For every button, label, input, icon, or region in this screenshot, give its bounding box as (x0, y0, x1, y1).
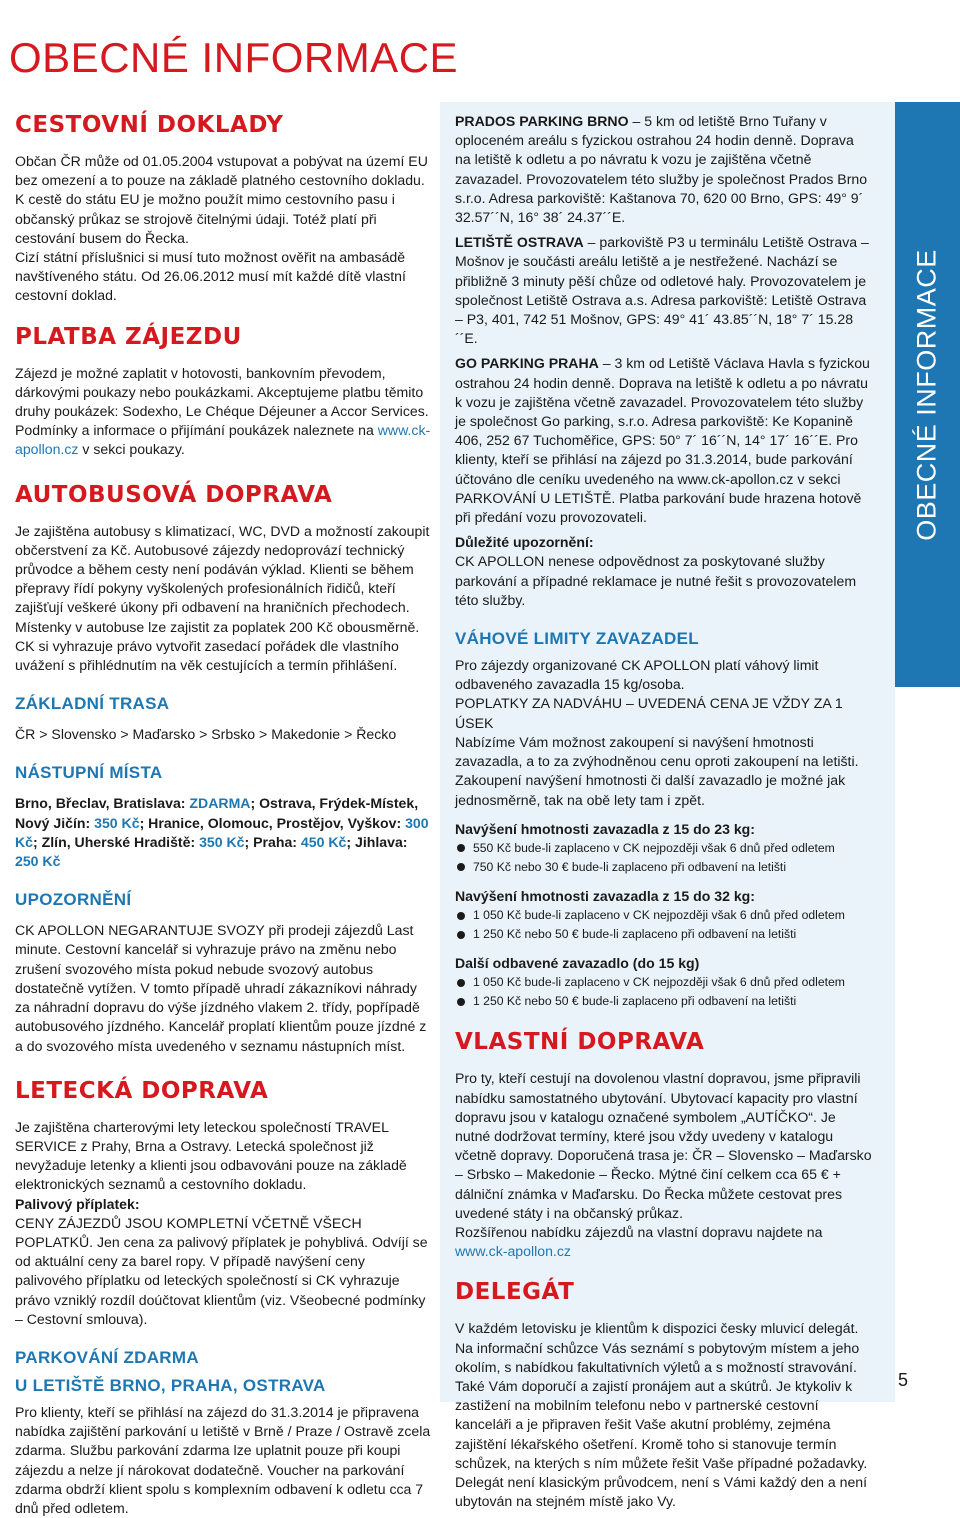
bullet-icon (457, 979, 465, 987)
heading-cestovni-doklady: CESTOVNÍ DOKLADY (15, 112, 284, 138)
bullet-icon (457, 912, 465, 920)
ostrava-text: – parkoviště P3 u terminálu Letiště Ostrava – Mošnov je součásti areálu letiště a je nestřežené. Nachází se přibližně 3 minuty pěší chůze od odletové haly. Provozovatelem je společnost Letiště Ostrava a.s. Adresa parkoviště: Letiště Ostrava – P3, 401, 742 51 Mošnov, GPS: 49° 41´ 43.85´´N, 18° 7´ 15.28´´E. (455, 234, 869, 347)
bullet-icon (457, 844, 465, 852)
navyseni-32-heading: Navýšení hmotnosti zavazadla z 15 do 32 kg: (455, 887, 755, 904)
prados-paragraph (455, 112, 873, 227)
navyseni-23-heading: Navýšení hmotnosti zavazadla z 15 do 23 kg: (455, 820, 755, 837)
heading-delegat: DELEGÁT (455, 1279, 575, 1306)
delegat-paragraph: V každém letovisku je klientům k dispozici česky mluvicí delegát. Na informační schůzce Vás seznámí s pobytovým místem a jeho okolím, s nabídkou fakultativních výletů a s možností stravování. Také Vám doporučí a zajistí pronájem aut a skútrů. Je ktykoliv k zastižení na mobilním telefonu nebo v partnerské cestovní kanceláři a je připraven řešit Vaše akutní problémy, zejména zajištění lékařského ošetření. Kromě toho si stanovuje termín schůzek, na kterých s ním můžete řešit Vaše případné požadavky. Delegát není klasickým průvodcem, není s Vámi každý den a není ubytován na stejném místě jako Vy. (455, 1320, 868, 1510)
go-parking-label: GO PARKING PRAHA (455, 355, 599, 372)
list-item (455, 839, 873, 858)
heading-autobusova-doprava: AUTOBUSOVÁ DOPRAVA (15, 481, 333, 508)
letecka-paragraph-2: CENY ZÁJEZDŮ JSOU KOMPLETNÍ VČETNĚ VŠECH POPLATKŮ. Jen cena za palivový příplatek je pohyblivá. Odvíjí se od aktuální ceny za barel ropy. V případě navýšení ceny palivového příplatku od leteckých společností si CK vyhrazuje právo vzniklý rozdíl doúčtovat klientům (viz. Všeobecné podmínky – Cestovní smlouva). (15, 1214, 428, 1327)
list-item-text: 1 050 Kč bude-li zaplaceno v CK nejpozději však 6 dnů před odletem (473, 908, 845, 923)
list-item-text: 750 Kč nebo 30 € bude-li zaplaceno při odbavení na letišti (473, 859, 787, 874)
platba-text: Zájezd je možné zaplatit v hotovosti, bankovním převodem, dárkovými poukazy nebo poukázkami. Akceptujeme platbu těmito druhy poukázek: Sodexho, Le Chéque Déjeuner a Accor Services. Podmínky a informace o přijímání poukázek naleznete na (15, 364, 429, 439)
parkovani-paragraph: Pro klienty, kteří se přihlásí na zájezd do 31.3.2014 je připravena nabídka zajištění parkování u letiště v Brně / Praze / Ostravě zcela zdarma. Službu parkování zdarma lze uplatnit pouze při koupi zájezdu a nelze jí nárokovat dodatečně. Voucher na parkování zdarma obdrží klient spolu s komplexním odbavení k odletu cca 7 dnů před odletem. (15, 1403, 431, 1516)
side-tab-label: OBECNÉ INFORMACE (911, 249, 942, 541)
nastupni-price-450: 450 Kč (300, 833, 347, 850)
prados-label: PRADOS PARKING BRNO (455, 113, 629, 129)
nastupni-price-350b: 350 Kč (199, 833, 245, 850)
nastupni-part-1: Brno, Břeclav, Bratislava: (15, 795, 190, 812)
bullet-icon (457, 863, 465, 871)
list-item-text: 1 250 Kč nebo 50 € bude-li zaplaceno při odbavení na letišti (473, 994, 797, 1009)
list-item (455, 925, 873, 944)
heading-zakladni-trasa: ZÁKLADNÍ TRASA (15, 694, 170, 714)
nastupni-price-zdarma: ZDARMA (189, 795, 251, 812)
list-item-text: 550 Kč bude-li zaplaceno v CK nejpozději však 6 dnů před odletem (473, 840, 835, 855)
vlastni-paragraph-2: Rozšířenou nabídku zájezdů na vlastní dopravu najdete na (455, 1223, 823, 1240)
bullet-icon (457, 998, 465, 1006)
list-item (455, 992, 873, 1011)
palivovy-label: Palivový příplatek: (15, 1195, 140, 1212)
heading-vlastni-doprava: VLASTNÍ DOPRAVA (455, 1029, 705, 1056)
dulezite-paragraph: CK APOLLON nenese odpovědnost za poskytované služby parkování a případné reklamace je nutné řešit s provozovatelem této služby. (455, 553, 857, 608)
go-parking-paragraph (455, 354, 873, 527)
platba-paragraph (15, 364, 433, 460)
page-number: 5 (898, 1370, 909, 1390)
list-item (455, 858, 873, 877)
vahove-paragraph-1: Pro zájezdy organizované CK APOLLON platí váhový limit odbaveného zavazadla 15 kg/osoba. (455, 657, 819, 693)
right-column (455, 112, 873, 1511)
vlastni-paragraph-1: Pro ty, kteří cestují na dovolenou vlastní dopravou, jsme připravili nabídku samostatného ubytování. Ubytovací kapacity pro vlastní dopravu jsou v katalogu označené symbolem „AUTÍČKO“. Je nutné dodržovat termíny, které jsou vždy uvedeny v katalogu včetně dopravy. Doporučená trasa je: ČR – Slovensko – Maďarsko – Srbsko – Makedonie – Řecko. Mýtné činí celkem cca 65 € + dálniční známka v Maďarsku. Do Řecka můžete cestovat pres uvedené státy i na občanský průkaz. (455, 1070, 872, 1221)
heading-parkovani-zdarma: PARKOVÁNÍ ZDARMA (15, 1347, 199, 1367)
heading-parkovani-letiste: U LETIŠTĚ BRNO, PRAHA, OSTRAVA (15, 1375, 326, 1395)
nastupni-part-2: ; Ostrava, Frýdek-Místek, Nový Jičín: (15, 795, 419, 831)
letecka-paragraph-1: Je zajištěna charterovými lety leteckou společností TRAVEL SERVICE z Prahy, Brna a Ostravy. Letecká společnost již nevyžaduje letenky a klienti jsou odbavováni pouze na základě elektronických seznamů a cestovního dokladu. (15, 1118, 407, 1193)
upozorneni-paragraph: CK APOLLON NEGARANTUJE SVOZY při prodeji zájezdů Last minute. Cestovní kancelář si vyhrazuje právo na změnu nebo zrušení svozového místa pokud nebude svozový autobus dostatečně vytížen. V tomto případě uhradí zákazníkovi náhrady za náhradní dopravu do výše jízdného vlakem 2. třídy, popřípadě autobusového jízdného. Kancelář proplatí klientům pouze jízdné z a do svozového místa uvedeného v seznamu nástupních míst. (15, 922, 427, 1054)
nastupni-part-6: ; Jihlava: (346, 833, 408, 850)
nastupni-paragraph (15, 794, 433, 871)
vlastni-link[interactable]: www.ck-apollon.cz (455, 1243, 571, 1260)
list-item (455, 906, 873, 925)
autobus-paragraph: Je zajištěna autobusy s klimatizací, WC, DVD a možností zakoupit občerstvení za Kč. Autobusové zájezdy nedoprovází technický průvodce a během cesty není podáván výklad. Klienti se během přepravy řídí pokyny vyškolených profesionálních řidičů, kteří zajišťují veškeré úkony při odbavení na hraničních přechodech. Místenky v autobuse lze zajistit za poplatek 200 Kč obousměrně. CK si vyhrazuje právo vytvořit zasedací pořádek dle vlastního uvážení s přihlédnutím na věk cestujících a termín přihlášení. (15, 522, 430, 674)
nastupni-part-3: ; Hranice, Olomouc, Prostějov, Vyškov: (139, 814, 406, 831)
nastupni-price-250: 250 Kč (15, 853, 61, 870)
heading-letecka-doprava: LETECKÁ DOPRAVA (15, 1077, 269, 1104)
nastupni-part-4: ; Zlín, Uherské Hradiště: (33, 833, 200, 850)
prados-text: – 5 km od letiště Brno Tuřany v oploceném areálu s fyzickou ostrahou 24 hodin denně. Doprava na letiště k odletu a po návratu k vozu je zajištěna včetně zavazadel. Provozovatelem této služby je společnost Prados Brno s.r.o. Adresa parkoviště: Kaštanova 70, 620 00 Brno, GPS: 49° 9´ 32.57´´N, 16° 38´ 24.37´´E. (455, 113, 868, 226)
nastupni-price-350a: 350 Kč (94, 814, 140, 831)
page-title: OBECNÉ INFORMACE (9, 34, 459, 81)
platba-link[interactable]: www.ck-apollon.cz (15, 422, 431, 458)
trasa-paragraph: ČR > Slovensko > Maďarsko > Srbsko > Makedonie > Řecko (15, 726, 397, 743)
dulezite-label: Důležité upozornění: (455, 534, 594, 551)
list-item (455, 973, 873, 992)
heading-vahove-limity: VÁHOVÉ LIMITY ZAVAZADEL (455, 629, 699, 649)
list-item-text: 1 050 Kč bude-li zaplaceno v CK nejpozději však 6 dnů před odletem (473, 975, 845, 990)
ostrava-label: LETIŠTĚ OSTRAVA (455, 234, 584, 251)
left-column (15, 112, 433, 1518)
heading-nastupni-mista: NÁSTUPNÍ MÍSTA (15, 763, 163, 783)
vahove-paragraph-2: POPLATKY ZA NADVÁHU – UVEDENÁ CENA JE VŽDY ZA 1 ÚSEK (455, 695, 843, 731)
bullet-icon (457, 931, 465, 939)
vahove-paragraph-3: Nabízíme Vám možnost zakoupení si navýšení hmotnosti zavazadla, a to za zvýhodněnou cenu oproti zakoupení na letišti. Zakoupení navýšení hmotnosti či další zavazadlo je možné jak jednosměrně, tak na obě lety tam i zpět. (455, 733, 859, 808)
go-parking-text: – 3 km od Letiště Václava Havla s fyzickou ostrahou 24 hodin denně. Doprava na letiště k odletu a po návratu k vozu je zajištěna včetně zavazadel. Provozovatelem této služby je společnost Go parking, s.r.o. Adresa parkoviště: Ke Kopanině 406, 252 67 Tuchoměřice, GPS: 50° 7´ 16´´N, 14° 17´ 16´´E. Pro klienty, kteří se přihlásí na zájezd po 31.3.2014, bude parkování účtováno dle ceníku uvedeného na www.ck-apollon.cz v sekci PARKOVÁNÍ U LETIŠTĚ. Platba parkování bude hrazena hotově při předání vozu provozovateli. (455, 355, 870, 526)
nastupni-part-5: ; Praha: (244, 833, 301, 850)
nastupni-price-300: 300 Kč (15, 814, 429, 850)
ostrava-paragraph (455, 233, 873, 348)
dalsi-zavazadlo-heading: Další odbavené zavazadlo (do 15 kg) (455, 955, 700, 972)
list-item-text: 1 250 Kč nebo 50 € bude-li zaplaceno při odbavení na letišti (473, 927, 797, 942)
platba-tail: v sekci poukazy. (78, 441, 185, 458)
heading-upozorneni: UPOZORNĚNÍ (15, 890, 132, 910)
cestovni-paragraph-2: Cizí státní příslušnici si musí tuto možnost ověřit na ambasádě navštíveného státu. Od 26.06.2012 musí mít každé dítě vlastní cestovní doklad. (15, 249, 406, 304)
cestovni-paragraph-1: Občan ČR může od 01.05.2004 vstupovat a pobývat na území EU bez omezení a to pouze na základě platného cestovního dokladu. K cestě do státu EU je možno použít mimo cestovního pasu i občanský průkaz se strojově čitelnými údaji. Totéž platí při cestování busem do Řecka. (15, 153, 428, 246)
heading-platba-zajezdu: PLATBA ZÁJEZDU (15, 323, 242, 350)
